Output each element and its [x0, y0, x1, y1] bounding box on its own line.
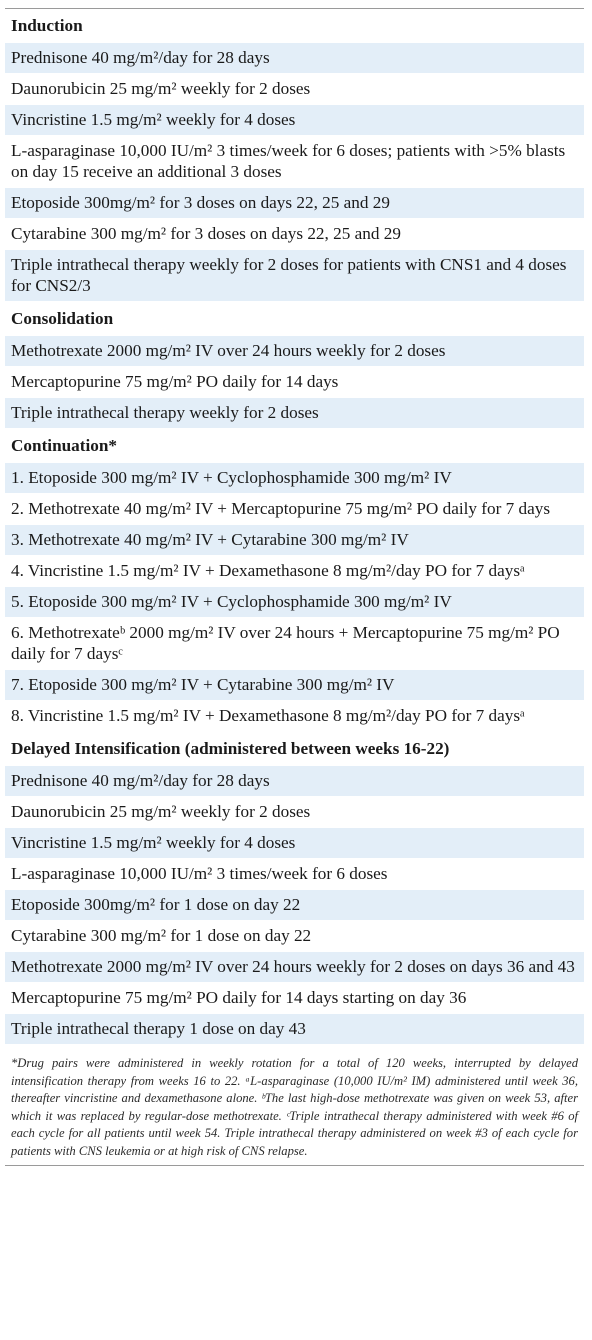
table-row — [5, 136, 584, 188]
table-row — [5, 952, 584, 983]
table-row — [5, 983, 584, 1014]
table-row — [5, 701, 584, 732]
regimen-cell: Triple intrathecal therapy weekly for 2 doses — [5, 398, 584, 429]
regimen-cell: Methotrexate 2000 mg/m² IV over 24 hours weekly for 2 doses — [5, 336, 584, 367]
table-row — [5, 670, 584, 701]
regimen-cell: Daunorubicin 25 mg/m² weekly for 2 doses — [5, 74, 584, 105]
table-row — [5, 188, 584, 219]
regimen-cell: Triple intrathecal therapy 1 dose on day 43 — [5, 1014, 584, 1045]
section-heading-row — [5, 732, 584, 766]
regimen-cell: Etoposide 300mg/m² for 3 doses on days 22, 25 and 29 — [5, 188, 584, 219]
regimen-cell: 1. Etoposide 300 mg/m² IV + Cyclophosphamide 300 mg/m² IV — [5, 463, 584, 494]
table-footnote: *Drug pairs were administered in weekly rotation for a total of 120 weeks, interrupted by delayed intensification therapy from weeks 16 to 22. ᵃL-asparaginase (10,000 IU/m² IM) administered until week 36, thereafter vincristine and dexamethasone alone. ᵇThe last high-dose methotrexate was given on week 53, after which it was replaced by regular-dose methotrexate. ᶜTriple intrathecal therapy administered with week #6 of each cycle for all patients until week 54. Triple intrathecal therapy administered on week #3 of each cycle for patients with CNS leukemia or at high risk of CNS relapse. — [11, 1056, 578, 1158]
regimen-cell: Triple intrathecal therapy weekly for 2 doses for patients with CNS1 and 4 doses for CNS2/3 — [5, 250, 584, 302]
regimen-cell: Methotrexate 2000 mg/m² IV over 24 hours weekly for 2 doses on days 36 and 43 — [5, 952, 584, 983]
bottom-rule — [5, 1165, 584, 1166]
table-row — [5, 618, 584, 670]
table-row — [5, 250, 584, 302]
table-row — [5, 398, 584, 429]
regimen-cell: Etoposide 300mg/m² for 1 dose on day 22 — [5, 890, 584, 921]
regimen-cell: Prednisone 40 mg/m²/day for 28 days — [5, 766, 584, 797]
regimen-cell: 6. Methotrexateᵇ 2000 mg/m² IV over 24 hours + Mercaptopurine 75 mg/m² PO daily for 7 daysᶜ — [5, 618, 584, 670]
section-heading-row — [5, 9, 584, 43]
table-row — [5, 336, 584, 367]
regimen-cell: Daunorubicin 25 mg/m² weekly for 2 doses — [5, 797, 584, 828]
table-row — [5, 859, 584, 890]
table-row — [5, 556, 584, 587]
table-row — [5, 74, 584, 105]
table-row — [5, 525, 584, 556]
regimen-cell: 5. Etoposide 300 mg/m² IV + Cyclophosphamide 300 mg/m² IV — [5, 587, 584, 618]
table-row — [5, 921, 584, 952]
regimen-cell: Prednisone 40 mg/m²/day for 28 days — [5, 43, 584, 74]
regimen-cell: L-asparaginase 10,000 IU/m² 3 times/week for 6 doses; patients with >5% blasts on day 15 receive an additional 3 doses — [5, 136, 584, 188]
table-row — [5, 587, 584, 618]
table-row — [5, 890, 584, 921]
section-heading-row — [5, 302, 584, 336]
regimen-cell: L-asparaginase 10,000 IU/m² 3 times/week for 6 doses — [5, 859, 584, 890]
regimen-cell: Mercaptopurine 75 mg/m² PO daily for 14 days — [5, 367, 584, 398]
table-row — [5, 766, 584, 797]
regimen-cell: 4. Vincristine 1.5 mg/m² IV + Dexamethasone 8 mg/m²/day PO for 7 daysᵃ — [5, 556, 584, 587]
table-row — [5, 463, 584, 494]
regimen-cell: Vincristine 1.5 mg/m² weekly for 4 doses — [5, 105, 584, 136]
table-row — [5, 219, 584, 250]
regimen-cell: Mercaptopurine 75 mg/m² PO daily for 14 days starting on day 36 — [5, 983, 584, 1014]
table-body — [5, 9, 584, 1045]
regimen-cell: Vincristine 1.5 mg/m² weekly for 4 doses — [5, 828, 584, 859]
table-row — [5, 797, 584, 828]
regimen-cell: 3. Methotrexate 40 mg/m² IV + Cytarabine 300 mg/m² IV — [5, 525, 584, 556]
regimen-cell: 7. Etoposide 300 mg/m² IV + Cytarabine 300 mg/m² IV — [5, 670, 584, 701]
table-row — [5, 494, 584, 525]
section-heading: Continuation* — [5, 429, 584, 463]
table-row — [5, 367, 584, 398]
treatment-regimen-table — [5, 9, 584, 1045]
regimen-cell: Cytarabine 300 mg/m² for 3 doses on days 22, 25 and 29 — [5, 219, 584, 250]
regimen-cell: 2. Methotrexate 40 mg/m² IV + Mercaptopurine 75 mg/m² PO daily for 7 days — [5, 494, 584, 525]
section-heading: Induction — [5, 9, 584, 43]
table-row — [5, 43, 584, 74]
table-row — [5, 828, 584, 859]
section-heading-row — [5, 429, 584, 463]
table-row — [5, 1014, 584, 1045]
section-heading: Consolidation — [5, 302, 584, 336]
regimen-table-page — [0, 8, 592, 1340]
regimen-cell: Cytarabine 300 mg/m² for 1 dose on day 22 — [5, 921, 584, 952]
section-heading: Delayed Intensification (administered between weeks 16-22) — [5, 732, 584, 766]
table-row — [5, 105, 584, 136]
regimen-cell: 8. Vincristine 1.5 mg/m² IV + Dexamethasone 8 mg/m²/day PO for 7 daysᵃ — [5, 701, 584, 732]
